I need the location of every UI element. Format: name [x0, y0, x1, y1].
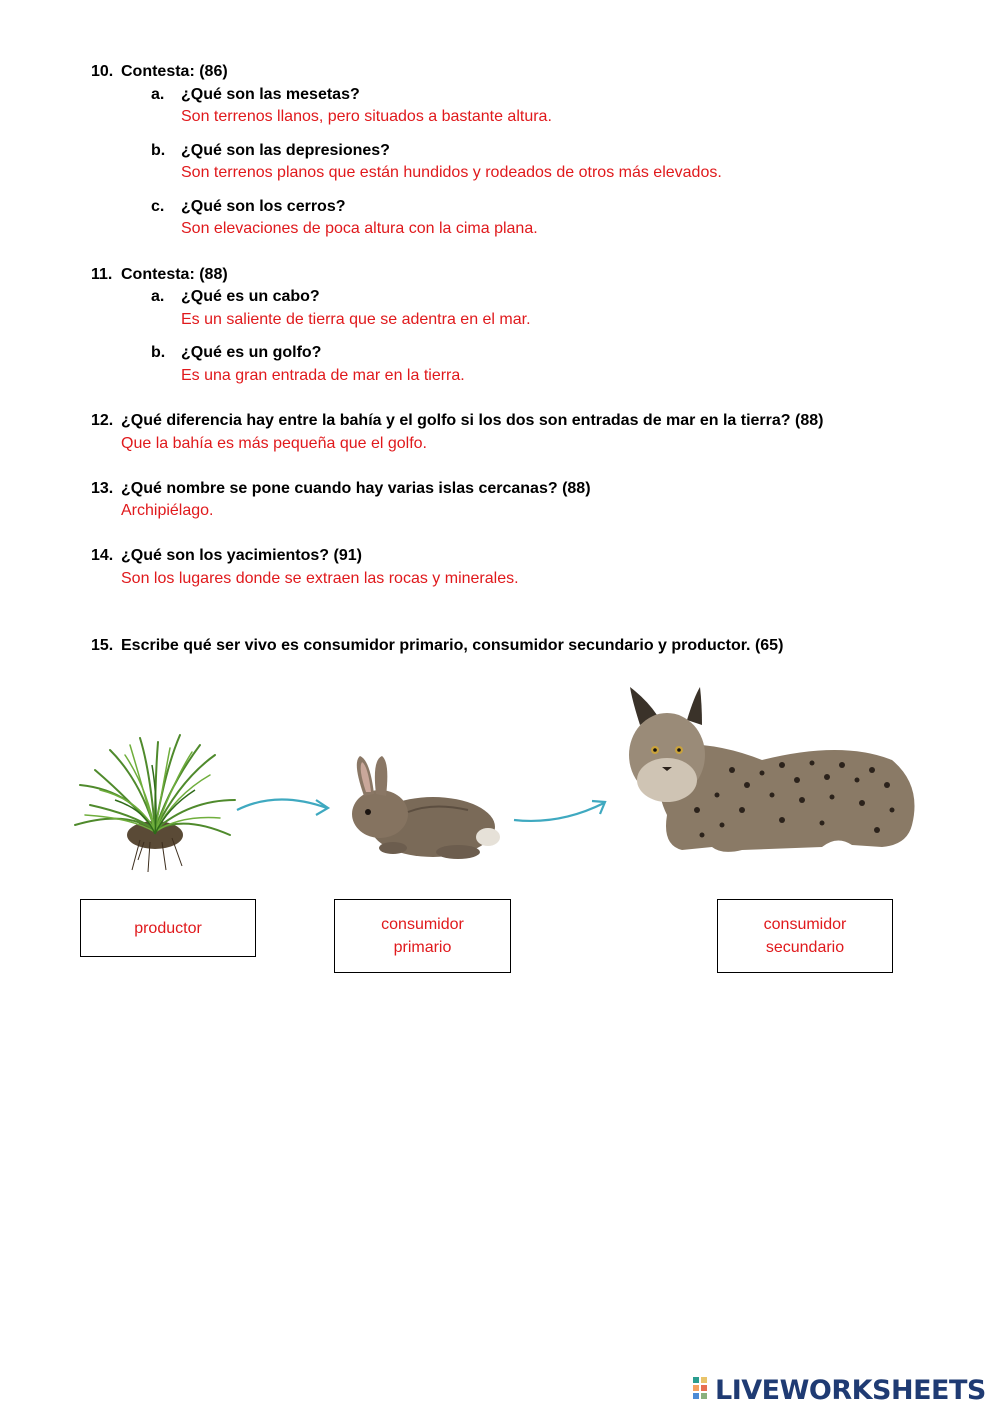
producer-box[interactable]: [80, 899, 256, 957]
q10-b-answer[interactable]: Son terrenos planos que están hundidos y rodeados de otros más elevados.: [181, 164, 722, 181]
q11-b-answer[interactable]: Es una gran entrada de mar en la tierra.: [181, 367, 465, 384]
primary-consumer-box[interactable]: [334, 899, 511, 973]
q14-number: 14.: [91, 547, 114, 564]
q10-b-question: ¿Qué son las depresiones?: [181, 142, 390, 159]
q13-question: ¿Qué nombre se pone cuando hay varias islas cercanas? (88): [121, 480, 591, 497]
q15-question: Escribe qué ser vivo es consumidor primario, consumidor secundario y productor. (65): [121, 637, 784, 654]
q12-question: ¿Qué diferencia hay entre la bahía y el golfo si los dos son entradas de mar en la tierra? (88): [121, 412, 824, 429]
secondary-consumer-label-line2: secundario: [765, 939, 845, 956]
q11-title: Contesta: (88): [121, 266, 228, 283]
primary-consumer-label-line2: primario: [393, 939, 452, 956]
q15-number: 15.: [91, 637, 114, 654]
q11-b-letter: b.: [151, 344, 166, 361]
liveworksheets-logo: [693, 1375, 986, 1405]
arrow-right-icon: [232, 790, 332, 825]
q13-number: 13.: [91, 480, 114, 497]
lynx-image: [622, 685, 922, 860]
q11-a-answer[interactable]: Es un saliente de tierra que se adentra en el mar.: [181, 311, 531, 328]
q11-a-question: ¿Qué es un cabo?: [181, 288, 320, 305]
q10-b-letter: b.: [151, 142, 166, 159]
liveworksheets-logo-text: LIVEWORKSHEETS: [715, 1374, 986, 1406]
q10-c-letter: c.: [151, 198, 165, 215]
q11-b-question: ¿Qué es un golfo?: [181, 344, 322, 361]
rabbit-image: [338, 752, 503, 864]
q14-answer[interactable]: Son los lugares donde se extraen las rocas y minerales.: [121, 570, 519, 587]
q10-c-question: ¿Qué son los cerros?: [181, 198, 346, 215]
q14-question: ¿Qué son los yacimientos? (91): [121, 547, 362, 564]
primary-consumer-label-line1: consumidor: [381, 916, 464, 933]
secondary-consumer-label-line1: consumidor: [763, 916, 847, 933]
producer-label: productor: [134, 919, 202, 937]
q10-a-letter: a.: [151, 86, 165, 103]
q10-c-answer[interactable]: Son elevaciones de poca altura con la cima plana.: [181, 220, 538, 237]
liveworksheets-logo-icon: [693, 1377, 715, 1403]
q10-number: 10.: [91, 63, 114, 80]
q11-number: 11.: [91, 266, 113, 283]
arrow-right-icon-2: [510, 795, 610, 830]
grass-image: [70, 730, 240, 875]
q11-a-letter: a.: [151, 288, 165, 305]
q10-title: Contesta: (86): [121, 63, 228, 80]
q12-number: 12.: [91, 412, 114, 429]
q12-answer[interactable]: Que la bahía es más pequeña que el golfo.: [121, 435, 427, 452]
q10-a-answer[interactable]: Son terrenos llanos, pero situados a bastante altura.: [181, 108, 552, 125]
secondary-consumer-box[interactable]: [717, 899, 893, 973]
q10-a-question: ¿Qué son las mesetas?: [181, 86, 360, 103]
q13-answer[interactable]: Archipiélago.: [121, 502, 214, 519]
